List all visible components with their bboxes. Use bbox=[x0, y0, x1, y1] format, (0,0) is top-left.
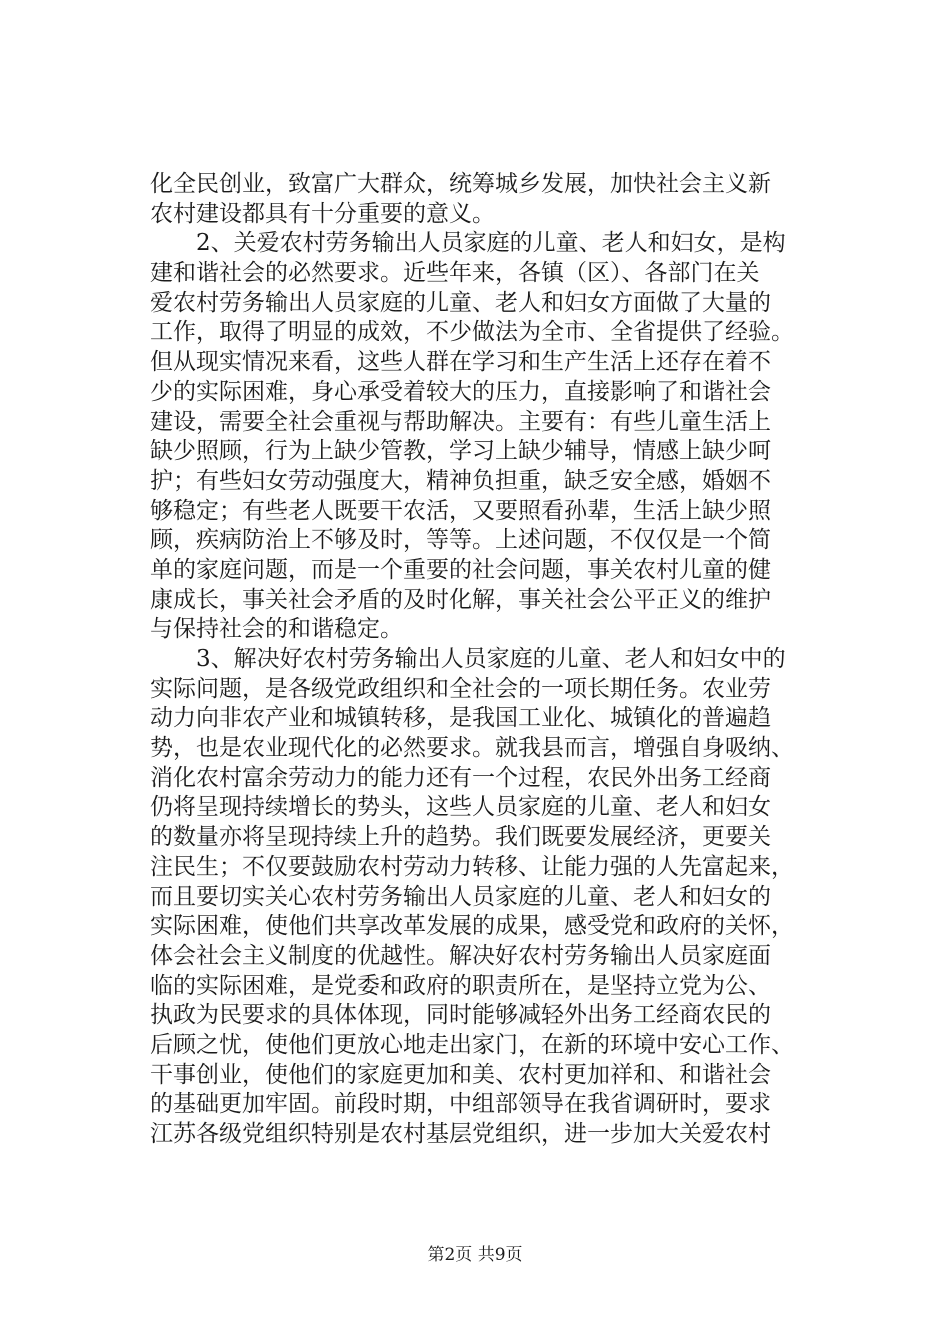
page-number-footer: 第2页 共9页 bbox=[427, 1245, 523, 1265]
text-line: 江苏各级党组织特别是农村基层党组织，进一步加大关爱农村 bbox=[150, 1121, 771, 1147]
paragraph-start-line: 3、解决好农村劳务输出人员家庭的儿童、老人和妇女中的 bbox=[196, 646, 786, 672]
text-line: 但从现实情况来看，这些人群在学习和生产生活上还存在着不 bbox=[150, 349, 771, 376]
text-line: 护；有些妇女劳动强度大，精神负担重，缺乏安全感，婚姻不 bbox=[150, 467, 771, 494]
text-line: 够稳定；有些老人既要干农活，又要照看孙辈，生活上缺少照 bbox=[150, 497, 771, 524]
text-line: 康成长，事关社会矛盾的及时化解，事关社会公平正义的维护 bbox=[150, 586, 771, 613]
text-line: 而且要切实关心农村劳务输出人员家庭的儿童、老人和妇女的 bbox=[150, 883, 771, 910]
text-line: 建设，需要全社会重视与帮助解决。主要有：有些儿童生活上 bbox=[150, 408, 771, 435]
document-body bbox=[150, 170, 840, 1150]
text-line: 少的实际困难，身心承受着较大的压力，直接影响了和谐社会 bbox=[150, 378, 771, 405]
text-line: 干事创业，使他们的家庭更加和美、农村更加祥和、和谐社会 bbox=[150, 1061, 771, 1088]
text-line: 与保持社会的和谐稳定。 bbox=[150, 616, 403, 643]
text-line: 爱农村劳务输出人员家庭的儿童、老人和妇女方面做了大量的 bbox=[150, 289, 771, 316]
text-line: 农村建设都具有十分重要的意义。 bbox=[150, 200, 495, 227]
text-line: 后顾之忧，使他们更放心地走出家门，在新的环境中安心工作、 bbox=[150, 1031, 794, 1058]
text-line: 体会社会主义制度的优越性。解决好农村劳务输出人员家庭面 bbox=[150, 942, 771, 969]
text-line: 仍将呈现持续增长的势头，这些人员家庭的儿童、老人和妇女 bbox=[150, 794, 771, 821]
text-line: 化全民创业，致富广大群众，统筹城乡发展，加快社会主义新 bbox=[150, 171, 771, 197]
text-line: 缺少照顾，行为上缺少管教，学习上缺少辅导，情感上缺少呵 bbox=[150, 438, 771, 465]
text-line: 注民生；不仅要鼓励农村劳动力转移、让能力强的人先富起来， bbox=[150, 853, 794, 880]
text-line: 的数量亦将呈现持续上升的趋势。我们既要发展经济，更要关 bbox=[150, 824, 771, 851]
text-line: 临的实际困难，是党委和政府的职责所在，是坚持立党为公、 bbox=[150, 972, 771, 999]
text-line: 执政为民要求的具体体现，同时能够减轻外出务工经商农民的 bbox=[150, 1002, 771, 1029]
text-line: 的基础更加牢固。前段时期，中组部领导在我省调研时，要求 bbox=[150, 1091, 771, 1118]
text-line: 动力向非农产业和城镇转移，是我国工业化、城镇化的普遍趋 bbox=[150, 705, 771, 732]
text-line: 工作，取得了明显的成效，不少做法为全市、全省提供了经验。 bbox=[150, 319, 794, 346]
text-line: 建和谐社会的必然要求。近些年来，各镇（区）、各部门在关 bbox=[150, 260, 760, 287]
text-line: 消化农村富余劳动力的能力还有一个过程，农民外出务工经商 bbox=[150, 764, 771, 791]
paragraph-start-line: 2、关爱农村劳务输出人员家庭的儿童、老人和妇女，是构 bbox=[196, 230, 786, 257]
text-line: 顾，疾病防治上不够及时，等等。上述问题，不仅仅是一个简 bbox=[150, 527, 771, 554]
text-line: 实际问题，是各级党政组织和全社会的一项长期任务。农业劳 bbox=[150, 675, 771, 702]
text-line: 单的家庭问题，而是一个重要的社会问题，事关农村儿童的健 bbox=[150, 556, 771, 583]
text-line: 势，也是农业现代化的必然要求。就我县而言，增强自身吸纳、 bbox=[150, 735, 794, 762]
text-line: 实际困难，使他们共享改革发展的成果，感受党和政府的关怀， bbox=[150, 913, 794, 940]
